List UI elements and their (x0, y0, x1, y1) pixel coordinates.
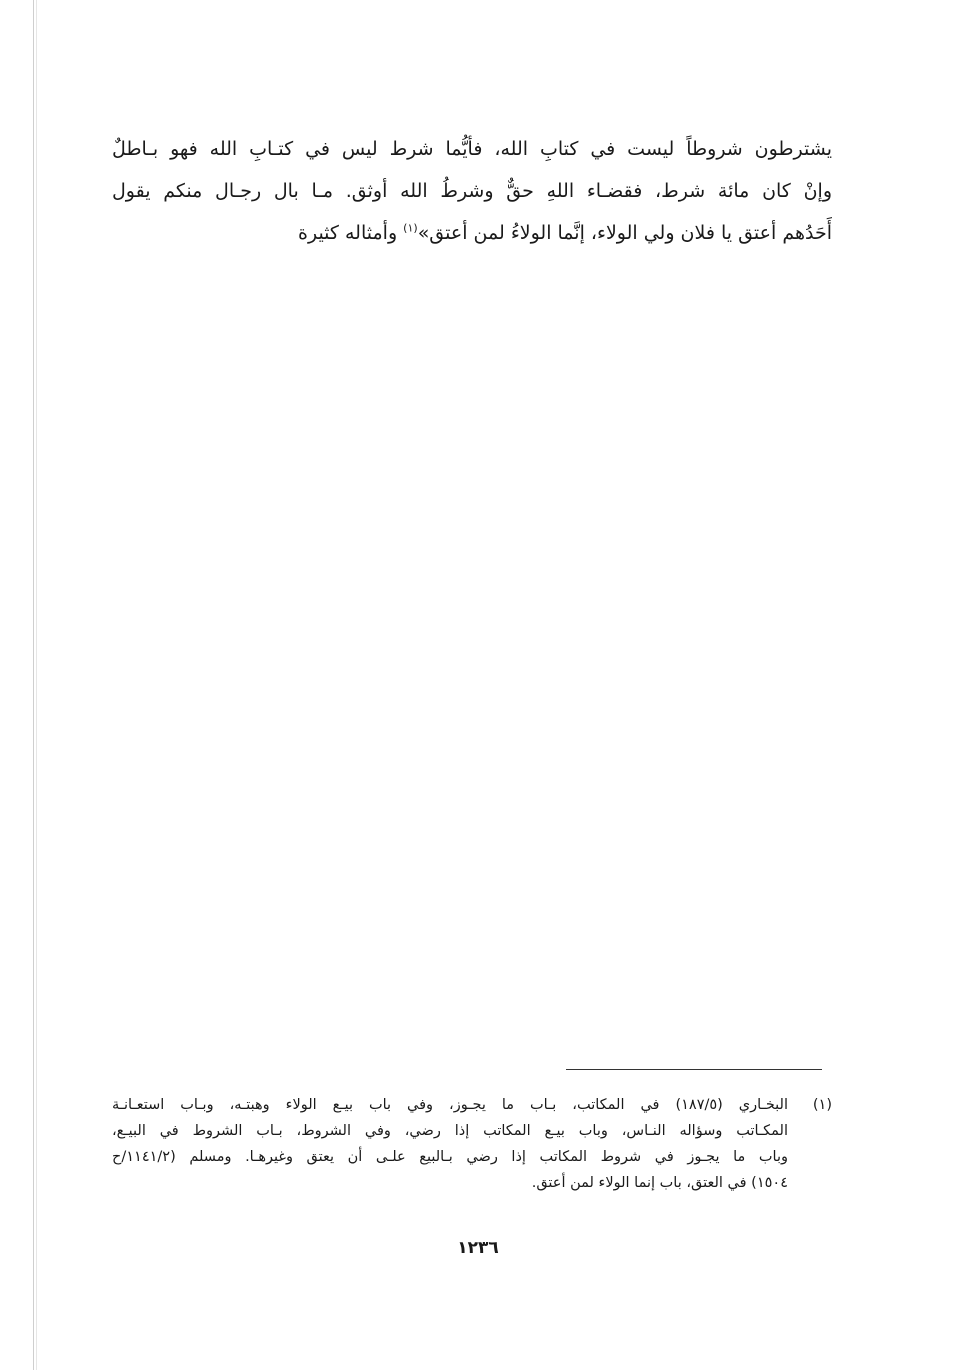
footnote-line-1: البخـاري (١٨٧/٥) في المكاتب، بـاب ما يجـوز، وفي باب بيـع الولاء وهبتـه، وبـاب استعـانـة (112, 1097, 788, 1113)
footnote-line-2: المكـاتب وسؤاله النـاس، وباب بيـع المكاتب إذا رضي، وفي الشروط، بـاب الشروط في البيـع، (112, 1123, 788, 1139)
main-text-line-3-start: أَحَدُهم أعتق يا فلان ولي الولاء، إنَّما الولاءُ لمن أعتق» (417, 222, 832, 244)
footnote-reference[interactable]: (١) (403, 221, 418, 235)
footnote-line-3: وباب ما يجـوز في شروط المكاتب إذا رضي بـالبيع علـى أن يعتق وغيرهـا. ومسلم (١١٤١/٢/ح (112, 1149, 788, 1165)
main-text-line-3 (112, 212, 832, 254)
scan-edge-line (33, 0, 34, 1370)
main-text-line-1: يشترطون شروطاً ليست في كتابِ الله، فأيُّما شرط ليس في كتـابِ الله فهو بـاطلٌ (112, 138, 832, 160)
main-text-line-3-end: وأمثاله كثيرة (298, 222, 404, 244)
main-text-line-2: وإنْ كان مائة شرط، فقضـاء اللهِ حقٌّ وشرطُ الله أوثق. مـا بال رجـال منكم يقول (112, 180, 832, 202)
main-text (112, 128, 832, 254)
footnote-line-4: ١٥٠٤) في العتق، باب إنما الولاء لمن أعتق. (531, 1175, 788, 1191)
footnote (112, 1092, 832, 1196)
footnote-body (112, 1092, 788, 1196)
footnote-separator (566, 1069, 822, 1070)
scan-edge-line-faint (36, 0, 37, 1370)
footnote-number: (١) (812, 1097, 832, 1113)
page-number: ١٢٣٦ (457, 1238, 499, 1258)
